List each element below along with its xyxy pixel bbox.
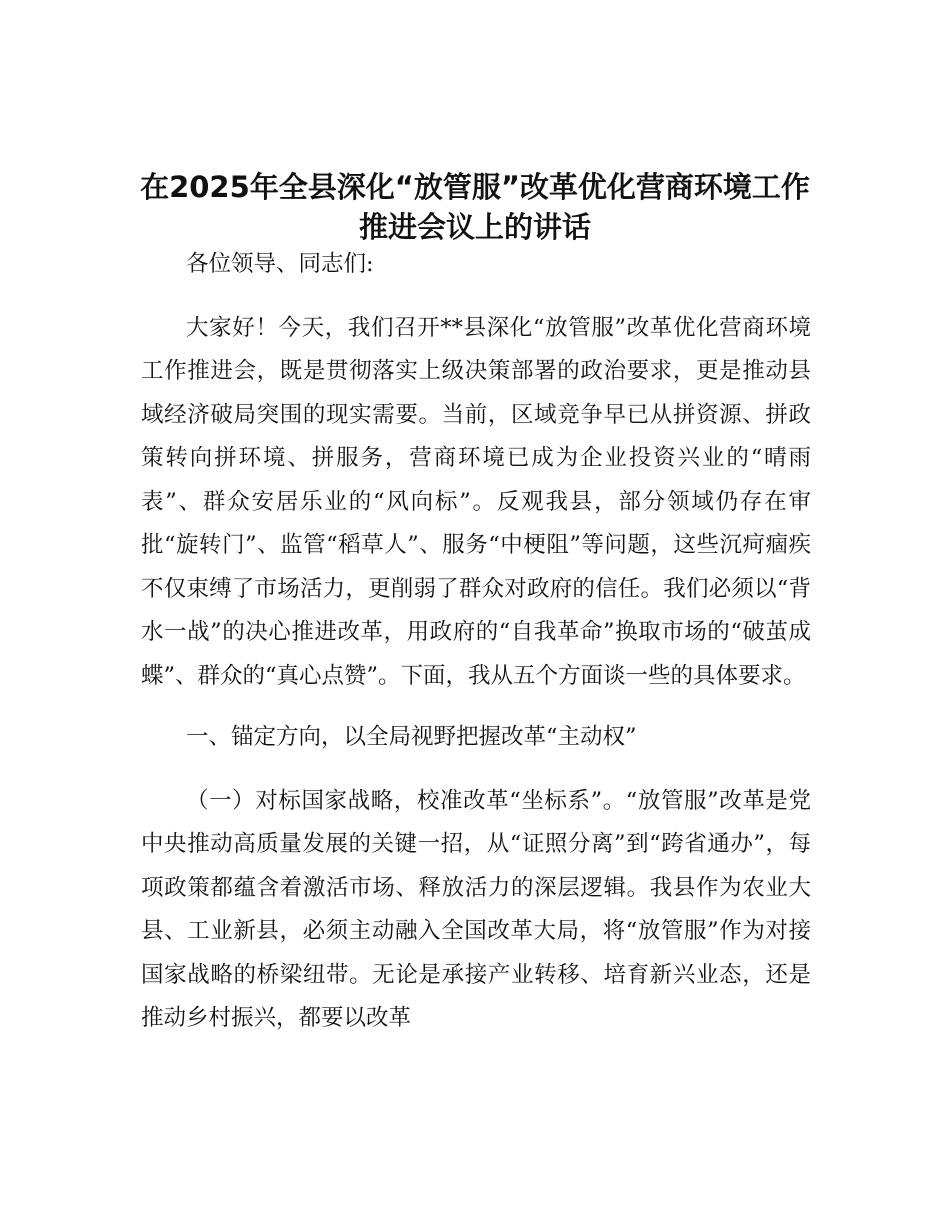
document-body: [141, 243, 811, 1059]
document-title: 在2025年全县深化“放管服”改革优化营商环境工作推进会议上的讲话: [140, 170, 810, 244]
section-heading: 一、锚定方向，以全局视野把握改革“主动权”: [186, 724, 637, 750]
body-paragraph-intro: 大家好！今天，我们召开**县深化“放管服”改革优化营商环境工作推进会，既是贯彻落实上级决策部署的政治要求，更是推动县域经济破局突围的现实需要。当前，区域竞争早已从拼资源、拼政策转向拼环境、拼服务，营商环境已成为企业投资兴业的“晴雨表”、群众安居乐业的“风向标”。反观我县，部分领域仍存在审批“旋转门”、监管“稻草人”、服务“中梗阻”等问题，这些沉疴痼疾不仅束缚了市场活力，更削弱了群众对政府的信任。我们必须以“背水一战”的决心推进改革，用政府的“自我革命”换取市场的“破茧成蝶”、群众的“真心点赞”。下面，我从五个方面谈一些的具体要求。: [141, 314, 811, 689]
subsection-paragraph: （一）对标国家战略，校准改革“坐标系”。“放管服”改革是党中央推动高质量发展的关键一招，从“证照分离”到“跨省通办”，每项政策都蕴含着激活市场、释放活力的深层逻辑。我县作为农业大县、工业新县，必须主动融入全国改革大局，将“放管服”作为对接国家战略的桥梁纽带。无论是承接产业转移、培育新兴业态，还是推动乡村振兴，都要以改革: [141, 787, 811, 1031]
salutation: 各位领导、同志们:: [186, 251, 374, 277]
